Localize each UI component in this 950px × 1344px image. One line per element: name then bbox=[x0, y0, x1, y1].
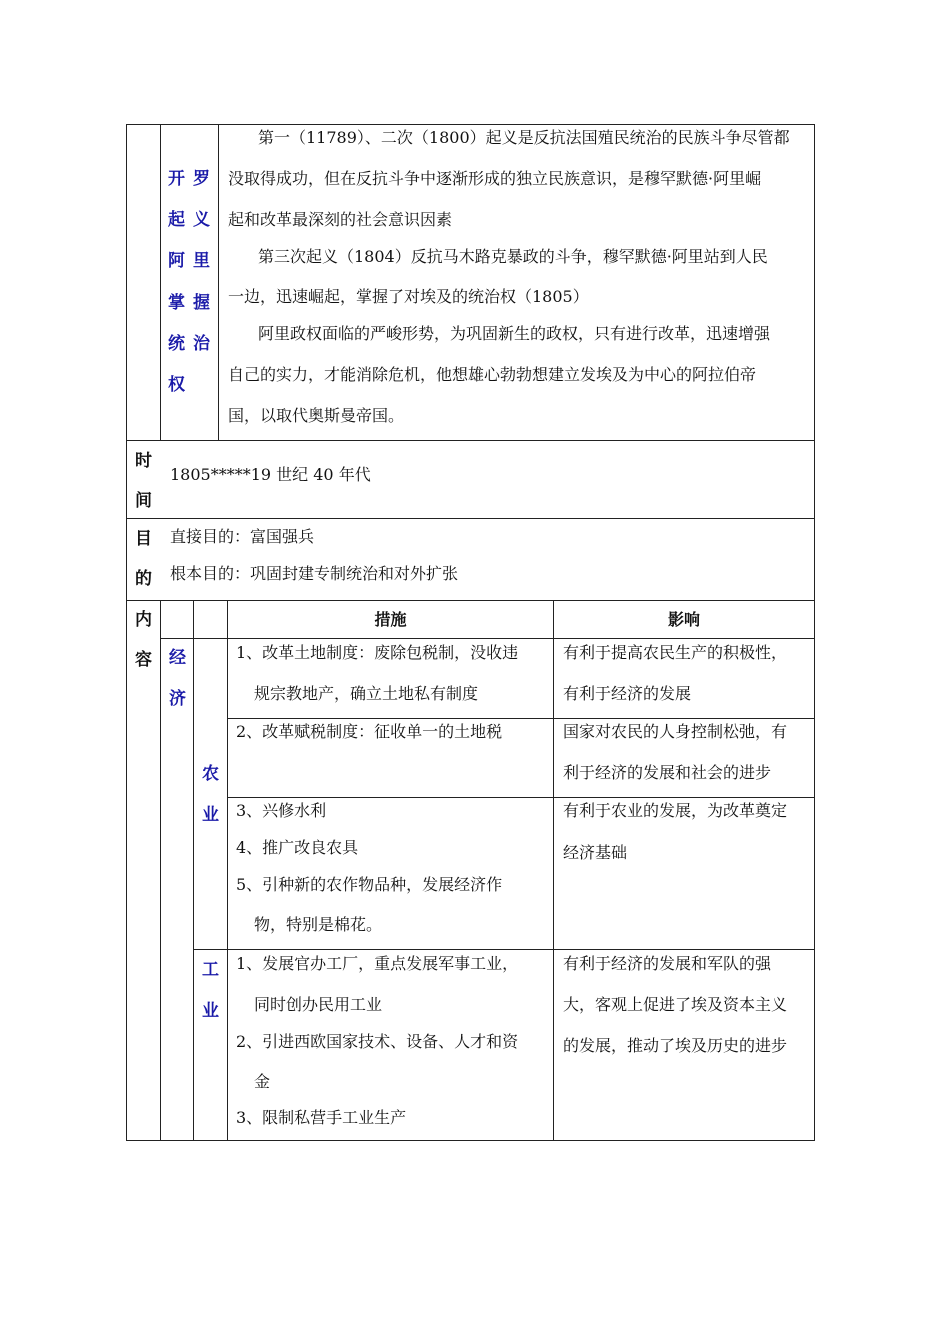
content-label-char: 内 bbox=[135, 610, 152, 630]
measures-header: 措施 bbox=[374, 610, 407, 629]
paragraph-line: 没取得成功，但在反抗斗争中逐渐形成的独立民族意识，是穆罕默德·阿里崛 bbox=[228, 169, 762, 188]
content-label-char: 容 bbox=[135, 650, 152, 670]
paragraph-line: 国，以取代奥斯曼帝国。 bbox=[228, 406, 405, 425]
measure-line: 2、引进西欧国家技术、设备、人才和资 bbox=[236, 1032, 519, 1051]
paragraph-line: 自己的实力，才能消除危机，他想雄心勃勃想建立发埃及为中心的阿拉伯帝 bbox=[228, 365, 757, 384]
title-char: 统 bbox=[168, 334, 185, 354]
measure-line: 3、限制私营手工业生产 bbox=[236, 1108, 407, 1127]
impact-line: 有利于经济的发展 bbox=[563, 684, 692, 703]
impact-header: 影响 bbox=[667, 610, 700, 629]
measure-line: 4、推广改良农具 bbox=[236, 838, 359, 857]
industry-label-char: 业 bbox=[202, 1001, 219, 1021]
title-char: 义 bbox=[193, 210, 210, 230]
industry-label-char: 工 bbox=[202, 960, 219, 980]
economy-label-char: 济 bbox=[169, 689, 186, 709]
time-value: 1805*****19 世纪 40 年代 bbox=[170, 465, 371, 484]
title-char: 起 bbox=[168, 210, 185, 230]
measure-line: 1、改革土地制度：废除包税制，没收违 bbox=[236, 643, 519, 662]
impact-line: 有利于农业的发展，为改革奠定 bbox=[563, 801, 788, 820]
purpose-label-char: 的 bbox=[135, 569, 152, 589]
paragraph-line: 一边，迅速崛起，掌握了对埃及的统治权（1805） bbox=[228, 287, 589, 306]
title-char: 开 bbox=[168, 169, 185, 189]
title-char: 权 bbox=[168, 375, 185, 395]
paragraph-line: 阿里政权面临的严峻形势，为巩固新生的政权，只有进行改革，迅速增强 bbox=[258, 324, 771, 343]
paragraph-line: 起和改革最深刻的社会意识因素 bbox=[228, 210, 453, 229]
measure-line: 1、发展官办工厂，重点发展军事工业， bbox=[236, 954, 519, 973]
title-char: 罗 bbox=[193, 169, 210, 189]
paragraph-line: 第三次起义（1804）反抗马木路克暴政的斗争，穆罕默德·阿里站到人民 bbox=[258, 247, 768, 266]
measure-line: 同时创办民用工业 bbox=[254, 995, 383, 1014]
root-purpose: 根本目的：巩固封建专制统治和对外扩张 bbox=[170, 564, 459, 583]
impact-line: 有利于经济的发展和军队的强 bbox=[563, 954, 772, 973]
measure-line: 2、改革赋税制度：征收单一的土地税 bbox=[236, 722, 503, 741]
impact-line: 有利于提高农民生产的积极性， bbox=[563, 643, 788, 662]
economy-label-char: 经 bbox=[169, 648, 186, 668]
measure-line: 3、兴修水利 bbox=[236, 801, 327, 820]
impact-line: 国家对农民的人身控制松弛，有 bbox=[563, 722, 788, 741]
impact-line: 经济基础 bbox=[563, 843, 628, 862]
measure-line: 5、引种新的农作物品种，发展经济作 bbox=[236, 875, 503, 894]
title-char: 阿 bbox=[168, 251, 185, 271]
direct-purpose: 直接目的：富国强兵 bbox=[170, 527, 315, 546]
agriculture-label-char: 农 bbox=[202, 764, 219, 784]
impact-line: 的发展，推动了埃及历史的进步 bbox=[563, 1036, 788, 1055]
measure-line: 物，特别是棉花。 bbox=[254, 915, 383, 934]
title-char: 里 bbox=[193, 251, 210, 271]
time-label-char: 时 bbox=[135, 451, 152, 471]
measure-line: 规宗教地产，确立土地私有制度 bbox=[254, 684, 479, 703]
paragraph-line: 第一（11789）、二次（1800）起义是反抗法国殖民统治的民族斗争尽管都 bbox=[258, 128, 790, 147]
title-char: 治 bbox=[193, 334, 210, 354]
agriculture-label-char: 业 bbox=[202, 805, 219, 825]
impact-line: 利于经济的发展和社会的进步 bbox=[563, 763, 772, 782]
measure-line: 金 bbox=[254, 1072, 271, 1091]
title-char: 掌 bbox=[168, 293, 185, 313]
title-char: 握 bbox=[193, 293, 210, 313]
time-label-char: 间 bbox=[135, 491, 152, 511]
purpose-label-char: 目 bbox=[135, 529, 152, 549]
impact-line: 大，客观上促进了埃及资本主义 bbox=[563, 995, 788, 1014]
